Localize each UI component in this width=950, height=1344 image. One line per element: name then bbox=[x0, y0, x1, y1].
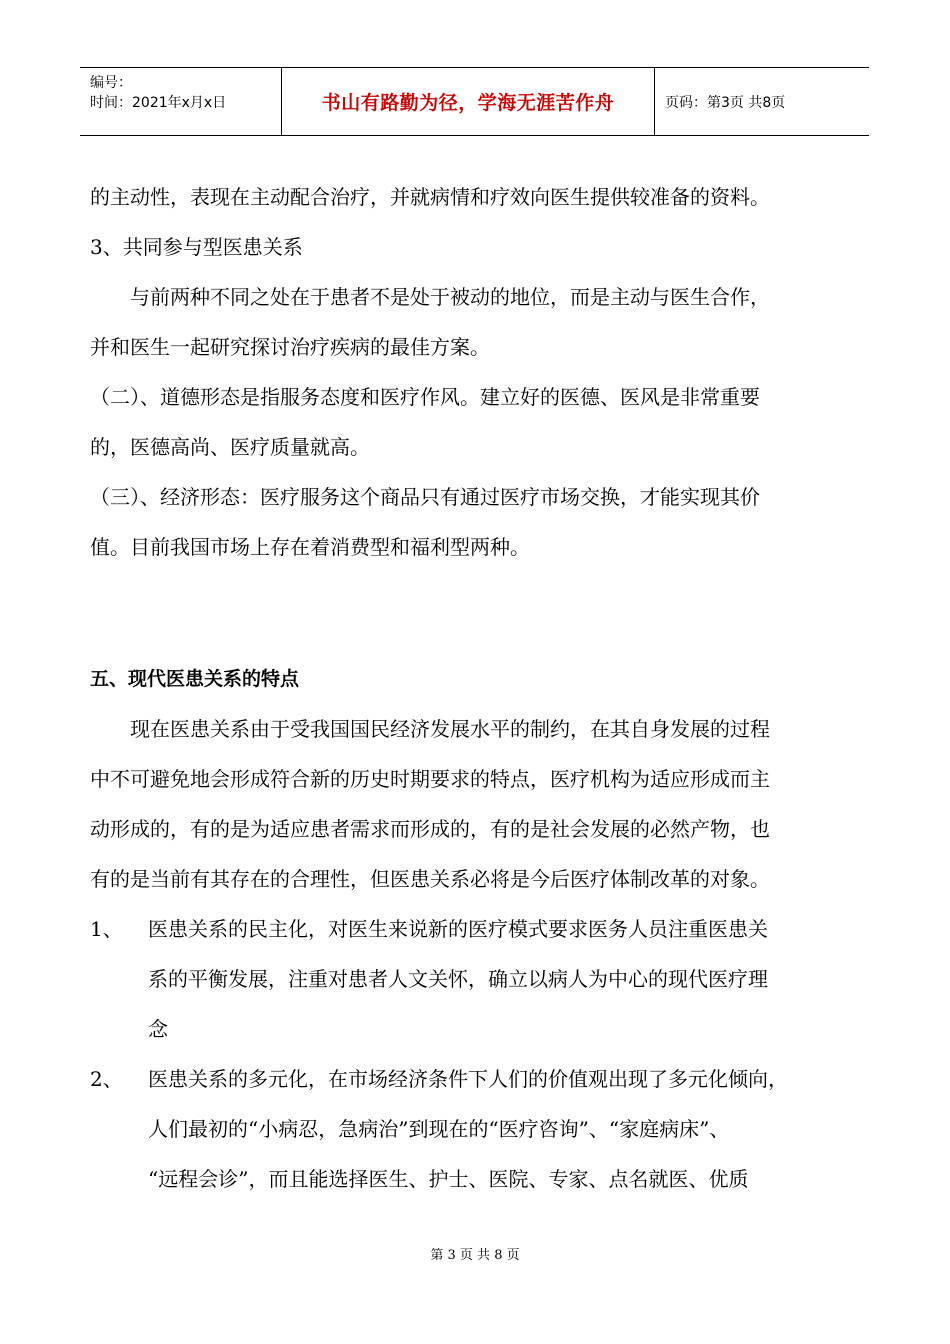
paragraph-line: 值。目前我国市场上存在着消费型和福利型两种。 bbox=[90, 535, 530, 559]
page-footer: 第 3 页 共 8 页 bbox=[430, 1248, 520, 1263]
paragraph-line: （二）、道德形态是指服务态度和医疗作风。建立好的医德、医风是非常重要 bbox=[90, 385, 760, 409]
item-line: 系的平衡发展，注重对患者人文关怀，确立以病人为中心的现代医疗理 bbox=[148, 967, 768, 991]
section-heading: 五、现代医患关系的特点 bbox=[90, 668, 300, 690]
item-body bbox=[90, 904, 870, 1054]
numbered-item bbox=[90, 1054, 870, 1204]
paragraph-line: 动形成的，有的是为适应患者需求而形成的，有的是社会发展的必然产物，也 bbox=[90, 817, 770, 841]
document-header bbox=[80, 67, 869, 136]
item-line: 人们最初的“小病忍，急病治”到现在的“医疗咨询”、“家庭病床”、 bbox=[148, 1117, 730, 1141]
item-line: 医患关系的多元化，在市场经济条件下人们的价值观出现了多元化倾向， bbox=[148, 1067, 788, 1091]
header-meta-cell bbox=[80, 68, 282, 135]
paragraph-line: 现在医患关系由于受我国国民经济发展水平的制约，在其自身发展的过程 bbox=[130, 717, 770, 741]
header-motto-cell bbox=[282, 68, 655, 135]
item-line: 医患关系的民主化，对医生来说新的医疗模式要求医务人员注重医患关 bbox=[148, 917, 768, 941]
header-motto: 书山有路勤为径，学海无涯苦作舟 bbox=[321, 92, 615, 114]
paragraph-line: 并和医生一起研究探讨治疗疾病的最佳方案。 bbox=[90, 335, 490, 359]
subheading-line: 3、共同参与型医患关系 bbox=[90, 235, 303, 259]
numbered-item bbox=[90, 904, 870, 1054]
paragraph-gap bbox=[90, 572, 870, 654]
item-line: 念 bbox=[148, 1017, 168, 1041]
paragraph-line: 的主动性，表现在主动配合治疗，并就病情和疗效向医生提供较准备的资料。 bbox=[90, 185, 770, 209]
paragraph-line: 有的是当前有其存在的合理性，但医患关系必将是今后医疗体制改革的对象。 bbox=[90, 867, 770, 891]
item-number: 1、 bbox=[90, 917, 123, 941]
item-number: 2、 bbox=[90, 1067, 123, 1091]
paragraph-line: 中不可避免地会形成符合新的历史时期要求的特点，医疗机构为适应形成而主 bbox=[90, 767, 770, 791]
header-page-info: 页码：第3页 共8页 bbox=[665, 94, 786, 111]
item-line: “远程会诊”，而且能选择医生、护士、医院、专家、点名就医、优质 bbox=[148, 1167, 749, 1191]
paragraph-line: （三）、经济形态：医疗服务这个商品只有通过医疗市场交换，才能实现其价 bbox=[90, 485, 760, 509]
paragraph-line: 与前两种不同之处在于患者不是处于被动的地位，而是主动与医生合作， bbox=[130, 285, 770, 309]
document-body bbox=[90, 172, 870, 1204]
paragraph-line: 的，医德高尚、医疗质量就高。 bbox=[90, 435, 370, 459]
document-date-label: 时间：2021年x月x日 bbox=[90, 95, 227, 111]
header-page-cell bbox=[655, 68, 869, 135]
item-body bbox=[90, 1054, 870, 1204]
document-number-label: 编号： bbox=[90, 75, 132, 91]
